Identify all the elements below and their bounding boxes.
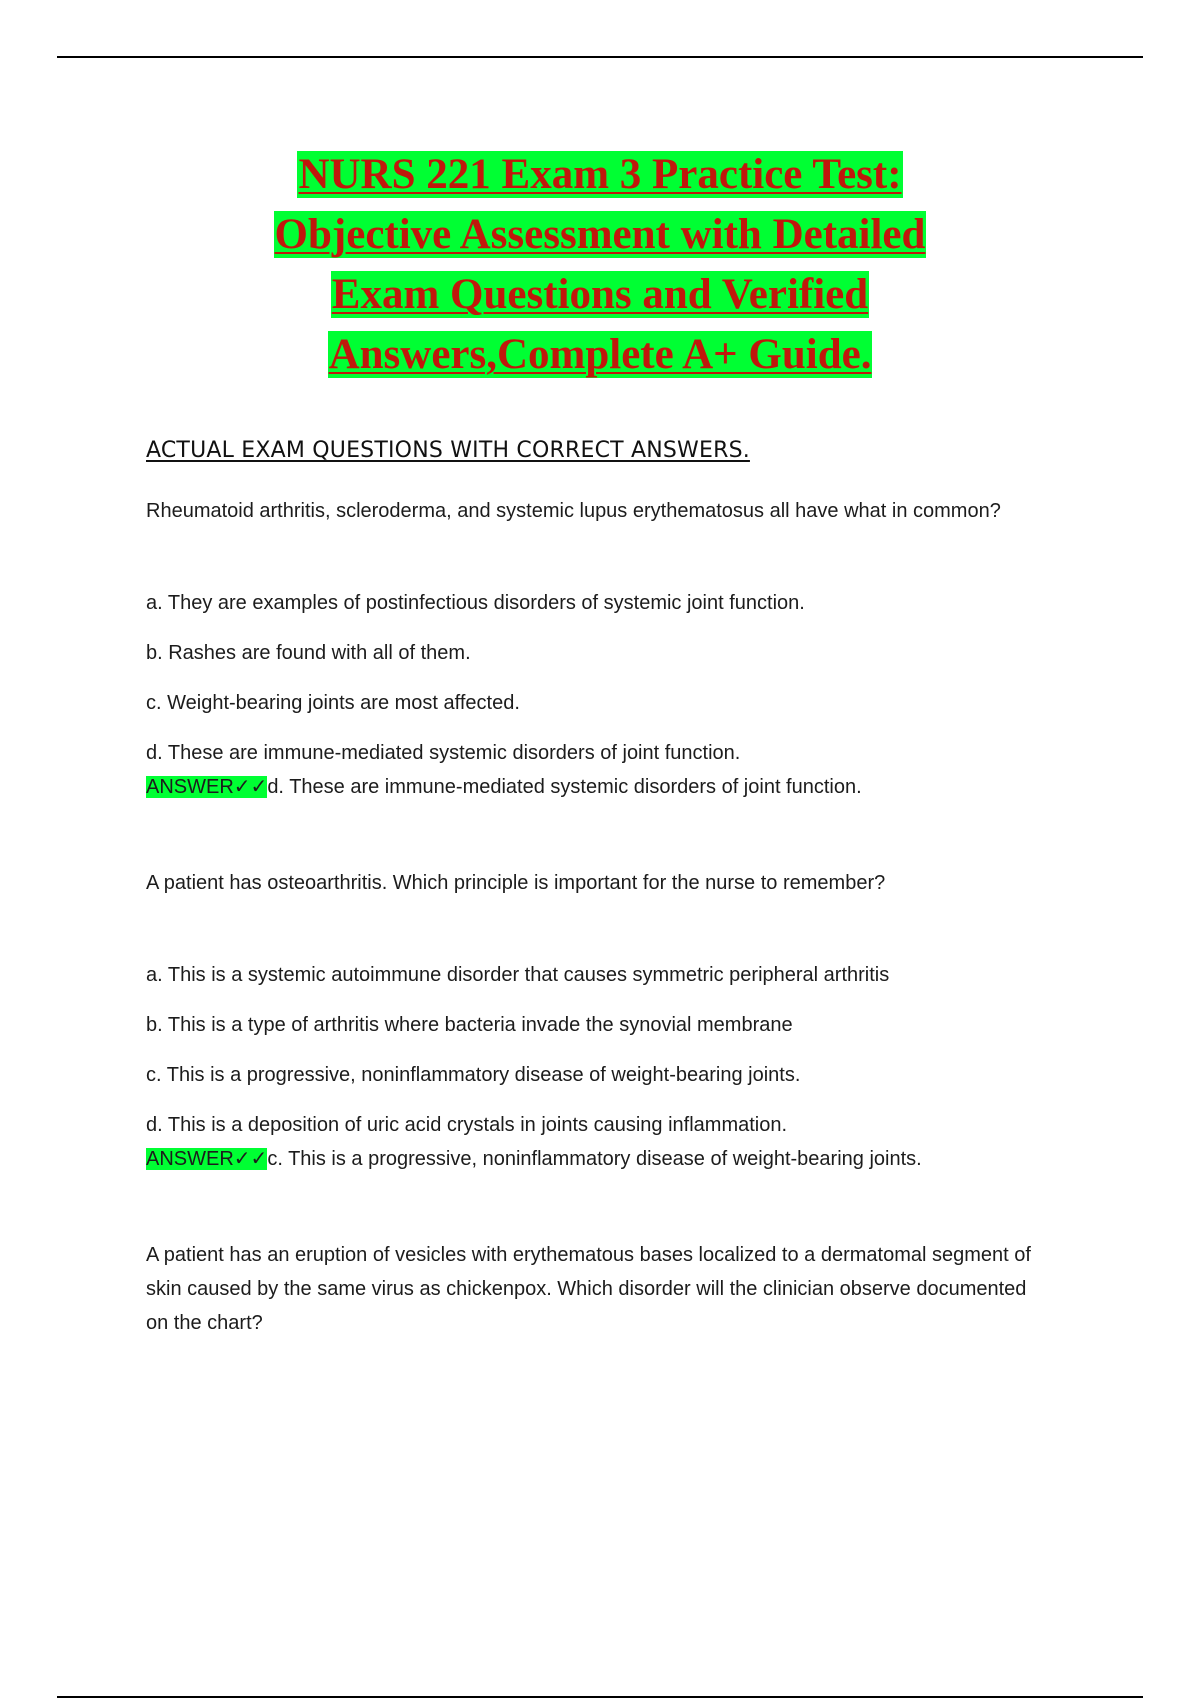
question-block-3 <box>146 1238 1046 1340</box>
answer-label: ANSWER✓✓ <box>146 1148 268 1170</box>
question-text: A patient has osteoarthritis. Which principle is important for the nurse to remember? <box>146 872 886 894</box>
top-rule <box>57 56 1143 58</box>
option-d: d. These are immune-mediated systemic disorders of joint function. <box>146 742 741 764</box>
question-block-2 <box>146 866 1046 1176</box>
title-line-2: Objective Assessment with Detailed <box>274 211 926 258</box>
title-line-1: NURS 221 Exam 3 Practice Test: <box>298 151 902 198</box>
option-a: a. This is a systemic autoimmune disorder that causes symmetric peripheral arthritis <box>146 964 890 986</box>
option-a: a. They are examples of postinfectious disorders of systemic joint function. <box>146 592 805 614</box>
option-b: b. Rashes are found with all of them. <box>146 642 471 664</box>
option-c: c. This is a progressive, noninflammatory disease of weight-bearing joints. <box>146 1064 801 1086</box>
title-line-3: Exam Questions and Verified <box>331 271 869 318</box>
questions-container <box>146 494 1046 1402</box>
option-d: d. This is a deposition of uric acid crystals in joints causing inflammation. <box>146 1114 788 1136</box>
bottom-rule <box>57 1696 1143 1698</box>
title-line-4: Answers,Complete A+ Guide. <box>328 331 872 378</box>
question-text: A patient has an eruption of vesicles with erythematous bases localized to a dermatomal segment of skin caused by the same virus as chickenpox. Which disorder will the clinician observe documented on the chart? <box>146 1244 1031 1334</box>
answer-line <box>146 770 1046 804</box>
question-block-1 <box>146 494 1046 804</box>
option-c: c. Weight-bearing joints are most affected. <box>146 692 520 714</box>
answer-line <box>146 1142 1046 1176</box>
document-title <box>60 145 1140 385</box>
section-heading: ACTUAL EXAM QUESTIONS WITH CORRECT ANSWERS. <box>146 438 750 463</box>
question-text: Rheumatoid arthritis, scleroderma, and systemic lupus erythematosus all have what in common? <box>146 500 1001 522</box>
answer-text: c. This is a progressive, noninflammatory disease of weight-bearing joints. <box>267 1148 922 1170</box>
answer-text: d. These are immune-mediated systemic disorders of joint function. <box>267 776 862 798</box>
answer-label: ANSWER✓✓ <box>146 776 268 798</box>
option-b: b. This is a type of arthritis where bacteria invade the synovial membrane <box>146 1014 793 1036</box>
